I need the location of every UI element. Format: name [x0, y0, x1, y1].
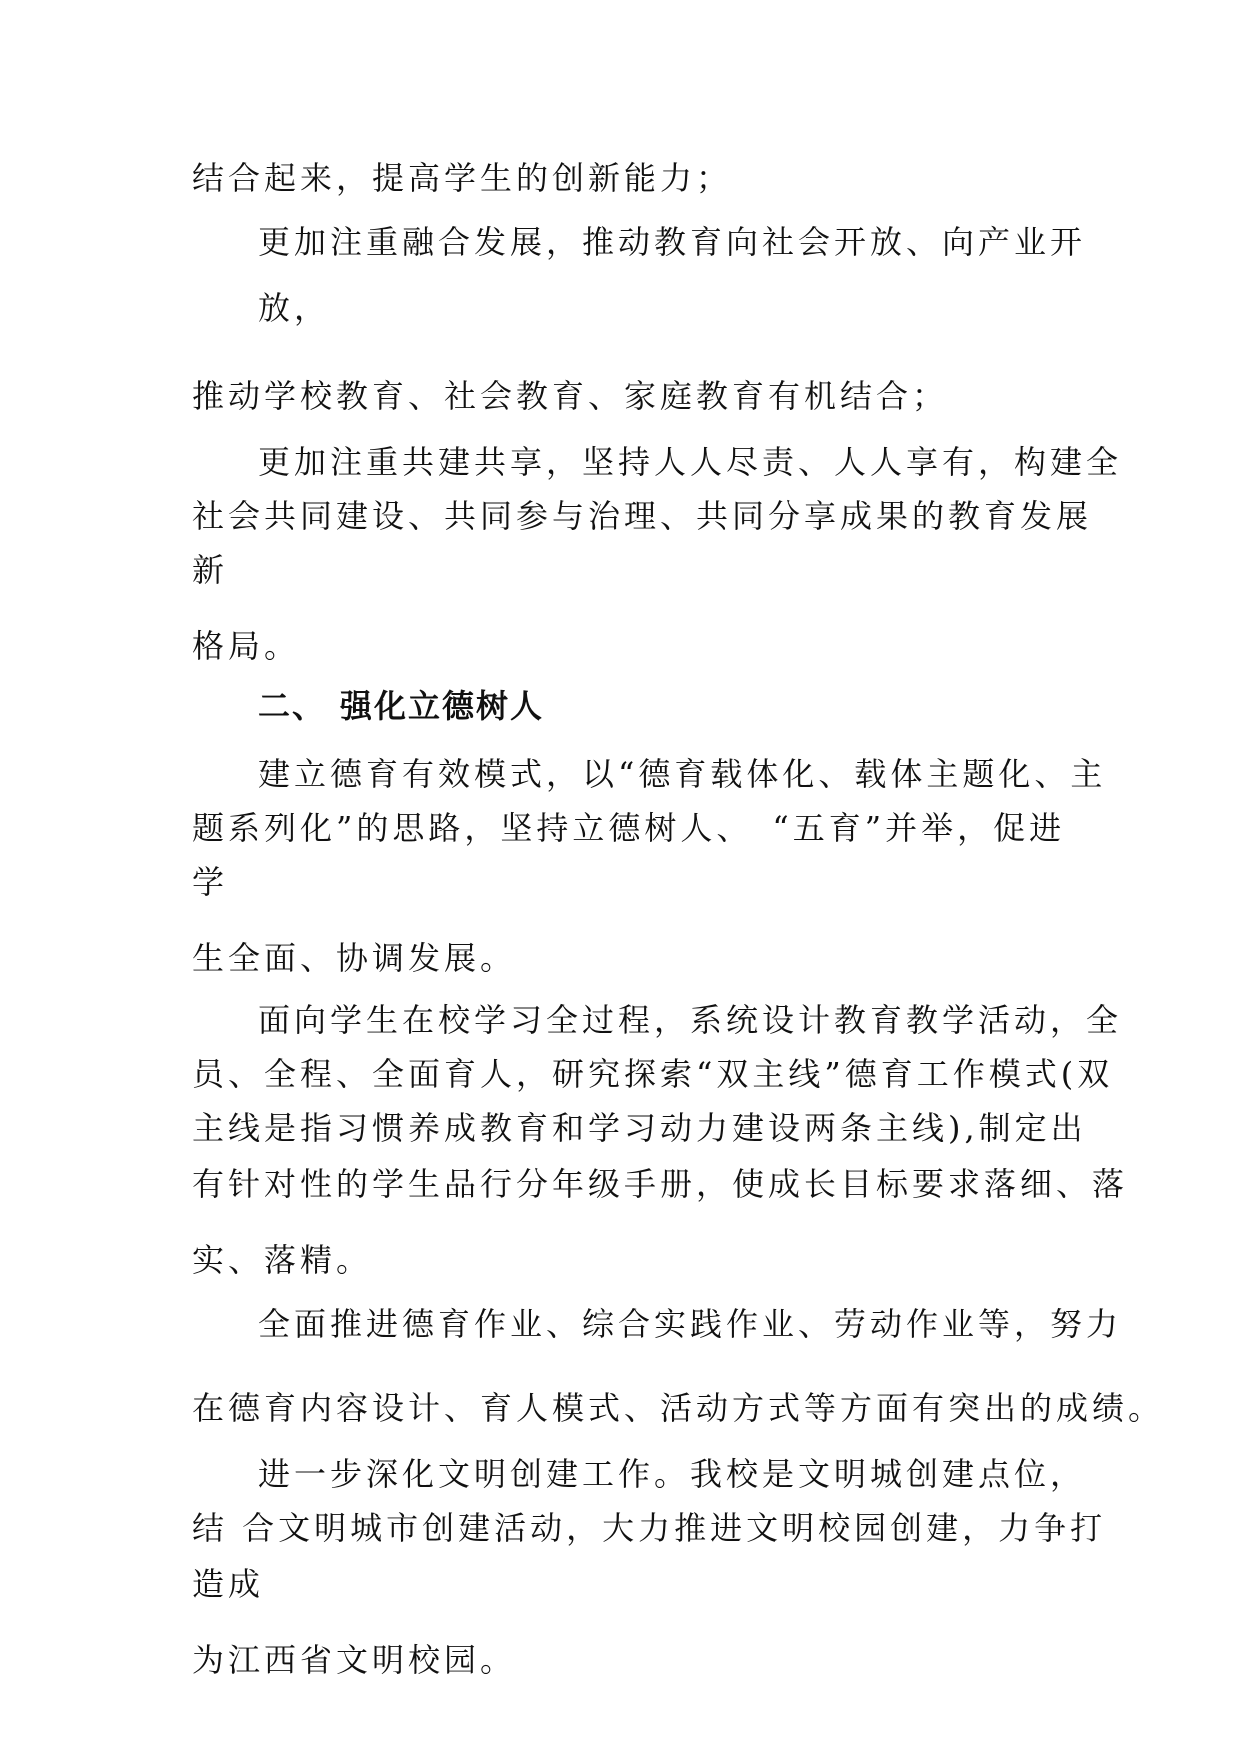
text-line: 全面推进德育作业、综合实践作业、劳动作业等，努力	[258, 1305, 1123, 1343]
text-line: 推动学校教育、社会教育、家庭教育有机结合；	[192, 377, 949, 415]
text-line: 生全面、协调发展。	[192, 939, 517, 977]
text-line: 题系列化”的思路，坚持立德树人、 “五育”并举，促进	[192, 809, 1066, 847]
text-line: 为江西省文明校园。	[192, 1641, 517, 1679]
text-line: 新	[192, 551, 229, 589]
text-line: 实、落精。	[192, 1241, 373, 1279]
text-line: 造成	[192, 1565, 265, 1603]
text-line: 面向学生在校学习全过程，系统设计教育教学活动，全	[258, 1001, 1123, 1039]
text-line: 结 合文明城市创建活动，大力推进文明校园创建，力争打	[192, 1509, 1107, 1547]
section-heading	[258, 686, 544, 726]
text-line: 建立德育有效模式，以“德育载体化、载体主题化、主	[258, 755, 1107, 793]
section-heading-number: 二、	[258, 687, 327, 725]
text-line: 社会共同建设、共同参与治理、共同分享成果的教育发展	[192, 497, 1093, 535]
text-line: 在德育内容设计、育人模式、活动方式等方面有突出的成绩。	[192, 1389, 1165, 1427]
text-line: 结合起来，提高学生的创新能力；	[192, 159, 733, 197]
text-line: 更加注重共建共享，坚持人人尽责、人人享有，构建全	[258, 443, 1123, 481]
text-line: 有针对性的学生品行分年级手册，使成长目标要求落细、落	[192, 1165, 1129, 1203]
text-line: 进一步深化文明创建工作。我校是文明城创建点位，	[258, 1455, 1087, 1493]
text-line: 放，	[258, 289, 331, 327]
text-line: 更加注重融合发展，推动教育向社会开放、向产业开	[258, 223, 1087, 261]
text-line: 格局。	[192, 627, 301, 665]
text-line: 学	[192, 863, 229, 901]
text-line: 主线是指习惯养成教育和学习动力建设两条主线),制定出	[192, 1109, 1087, 1147]
section-heading-title: 强化立德树人	[340, 687, 545, 725]
text-line: 员、全程、全面育人，研究探索“双主线”德育工作模式(双	[192, 1055, 1114, 1093]
